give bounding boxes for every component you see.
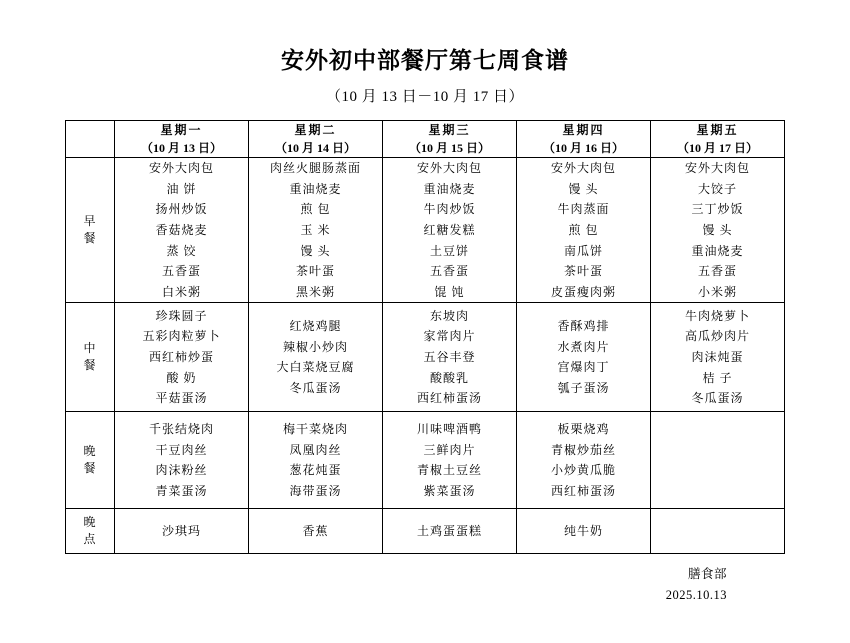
dish-item: 肉丝火腿肠蒸面: [269, 161, 361, 175]
meal-label-evening-snack: [66, 509, 115, 554]
dish-item: 东坡肉: [429, 308, 469, 323]
day-date-friday: （10 月 17 日）: [676, 141, 758, 155]
dish-item: 瓠子蛋汤: [557, 381, 610, 395]
day-name-thursday: 星期四: [562, 123, 605, 137]
dish-item: 南瓜饼: [563, 243, 603, 258]
day-name-friday: 星期五: [696, 123, 739, 137]
dish-item: 重油烧麦: [423, 181, 476, 196]
cell-dinner-tuesday: [249, 412, 383, 509]
cell-lunch-wednesday: [383, 303, 517, 412]
dish-item: 馄 饨: [434, 284, 465, 299]
cell-dinner-monday: [115, 412, 249, 509]
dish-item: 牛肉炒饭: [423, 202, 476, 217]
dish-item: 黑米粥: [295, 284, 335, 299]
table-body: [66, 158, 785, 554]
dish-item: 葱花炖蛋: [289, 463, 342, 478]
dish-item: 酸 奶: [166, 370, 197, 385]
table-row-lunch: [66, 303, 785, 412]
dish-item: 大饺子: [697, 181, 737, 196]
dish-item: 馒 头: [300, 243, 331, 258]
cell-lunch-tuesday: [249, 303, 383, 412]
table-head: [66, 121, 785, 158]
dish-item: 纯牛奶: [563, 523, 603, 538]
cell-snack-tuesday: [249, 509, 383, 554]
dish-item: 青菜蛋汤: [155, 484, 208, 498]
menu-document: [0, 42, 850, 643]
dish-item: 馒 头: [568, 181, 599, 196]
dish-item: 紫菜蛋汤: [423, 484, 476, 498]
dish-item: 蒸 饺: [166, 243, 197, 258]
column-header-thursday: [517, 121, 651, 158]
dish-item: 辣椒小炒肉: [282, 339, 348, 354]
dish-item: 大白菜烧豆腐: [276, 360, 355, 375]
dish-item: 重油烧麦: [691, 243, 744, 258]
column-header-monday: [115, 121, 249, 158]
dish-item: 茶叶蛋: [563, 264, 603, 279]
dish-item: 西红柿蛋汤: [416, 391, 482, 406]
cell-breakfast-tuesday: [249, 158, 383, 303]
dish-item: 扬州炒饭: [155, 202, 208, 217]
cell-lunch-friday: [651, 303, 785, 412]
day-date-tuesday: （10 月 14 日）: [274, 141, 356, 155]
dish-item: 肉沫粉丝: [155, 463, 208, 478]
table-header-row: [66, 121, 785, 158]
dish-item: 白米粥: [161, 284, 201, 299]
dish-item: 高瓜炒肉片: [684, 329, 750, 344]
dish-item: 安外大肉包: [684, 161, 750, 175]
dish-item: 煎 包: [568, 222, 599, 237]
cell-snack-monday: [115, 509, 249, 554]
meal-label-breakfast: [66, 158, 115, 303]
dish-item: 安外大肉包: [550, 161, 616, 175]
meal-label-lunch-line1: 中: [83, 340, 97, 355]
dish-item: 重油烧麦: [289, 181, 342, 196]
day-name-monday: 星期一: [160, 123, 203, 137]
table-row-breakfast: [66, 158, 785, 303]
dish-item: 珍珠圆子: [155, 308, 208, 323]
dish-item: 皮蛋瘦肉粥: [550, 284, 616, 299]
dish-item: 西红柿蛋汤: [550, 484, 616, 498]
day-date-wednesday: （10 月 15 日）: [408, 141, 490, 155]
footer-date: 2025.10.13: [665, 588, 727, 602]
dish-item: 香酥鸡排: [557, 319, 610, 334]
dish-item: 沙琪玛: [161, 523, 201, 538]
dish-item: 牛肉烧萝卜: [684, 308, 750, 323]
cell-breakfast-friday: [651, 158, 785, 303]
table-corner-cell: [66, 121, 115, 158]
dish-item: 安外大肉包: [416, 161, 482, 175]
dish-item: 西红柿炒蛋: [148, 350, 214, 365]
dish-item: 三丁炒饭: [691, 202, 744, 217]
cell-dinner-friday: [651, 412, 785, 509]
cell-dinner-wednesday: [383, 412, 517, 509]
dish-item: 玉 米: [300, 222, 331, 237]
dish-item: 馒 头: [702, 222, 733, 237]
meal-label-breakfast-line2: 餐: [83, 231, 97, 246]
cell-lunch-thursday: [517, 303, 651, 412]
dish-item: 五彩肉粒萝卜: [142, 329, 221, 344]
cell-lunch-monday: [115, 303, 249, 412]
day-name-tuesday: 星期二: [294, 123, 337, 137]
dish-item: 油 饼: [166, 181, 197, 196]
dish-item: 桔 子: [702, 370, 733, 385]
dish-item: 土豆饼: [429, 243, 469, 258]
dish-item: 五香蛋: [697, 264, 737, 279]
dish-item: 宫爆肉丁: [557, 360, 610, 375]
dish-item: 梅干菜烧肉: [282, 422, 348, 437]
cell-breakfast-wednesday: [383, 158, 517, 303]
page-subtitle: （10 月 13 日－10 月 17 日）: [325, 89, 524, 105]
dish-item: 冬瓜蛋汤: [289, 381, 342, 395]
dish-item: 冬瓜蛋汤: [691, 391, 744, 406]
footer-department: 膳食部: [687, 567, 727, 582]
meal-label-breakfast-line1: 早: [83, 213, 97, 228]
dish-item: 红糖发糕: [423, 222, 476, 237]
dish-item: 川味啤酒鸭: [416, 422, 482, 437]
page-title: 安外初中部餐厅第七周食谱: [281, 47, 569, 73]
dish-item: 安外大肉包: [148, 161, 214, 175]
document-footer: [65, 564, 785, 605]
dish-item: 红烧鸡腿: [289, 319, 342, 334]
dish-item: 千张结烧肉: [148, 422, 214, 437]
meal-label-lunch: [66, 303, 115, 412]
dish-item: 家常肉片: [423, 329, 476, 344]
dish-item: 煎 包: [300, 202, 331, 217]
dish-item: 三鲜肉片: [423, 442, 476, 457]
dish-item: 五谷丰登: [423, 350, 476, 365]
dish-item: 海带蛋汤: [289, 484, 342, 498]
table-row-evening-snack: [66, 509, 785, 554]
day-name-wednesday: 星期三: [428, 123, 471, 137]
dish-item: 凤凰肉丝: [289, 442, 342, 457]
cell-breakfast-monday: [115, 158, 249, 303]
dish-item: 五香蛋: [161, 264, 201, 279]
dish-item: 香菇烧麦: [155, 222, 208, 237]
dish-item: 五香蛋: [429, 264, 469, 279]
dish-item: 板栗烧鸡: [557, 422, 610, 437]
meal-label-dinner-line1: 晚: [83, 443, 97, 458]
dish-item: 香蕉: [302, 523, 329, 538]
dish-item: 青椒土豆丝: [416, 463, 482, 478]
dish-item: 平菇蛋汤: [155, 391, 208, 406]
dish-item: 青椒炒茄丝: [550, 442, 616, 457]
dish-item: 酸酸乳: [429, 370, 469, 385]
dish-item: 肉沫炖蛋: [691, 350, 744, 365]
meal-label-snack-line2: 点: [83, 532, 97, 547]
day-date-monday: （10 月 13 日）: [140, 141, 222, 155]
dish-item: 小米粥: [697, 284, 737, 299]
cell-snack-thursday: [517, 509, 651, 554]
dish-item: 水煮肉片: [557, 339, 610, 354]
meal-label-dinner: [66, 412, 115, 509]
meal-label-snack-line1: 晚: [83, 514, 97, 529]
cell-dinner-thursday: [517, 412, 651, 509]
cell-breakfast-thursday: [517, 158, 651, 303]
weekly-menu-table: [65, 120, 785, 554]
dish-item: 牛肉蒸面: [557, 202, 610, 217]
dish-item: 土鸡蛋蛋糕: [416, 523, 482, 538]
column-header-friday: [651, 121, 785, 158]
meal-label-dinner-line2: 餐: [83, 461, 97, 476]
column-header-tuesday: [249, 121, 383, 158]
column-header-wednesday: [383, 121, 517, 158]
cell-snack-wednesday: [383, 509, 517, 554]
table-row-dinner: [66, 412, 785, 509]
cell-snack-friday: [651, 509, 785, 554]
meal-label-lunch-line2: 餐: [83, 358, 97, 373]
dish-item: 茶叶蛋: [295, 264, 335, 279]
dish-item: 干豆肉丝: [155, 442, 208, 457]
dish-item: 小炒黄瓜脆: [550, 463, 616, 478]
day-date-thursday: （10 月 16 日）: [542, 141, 624, 155]
